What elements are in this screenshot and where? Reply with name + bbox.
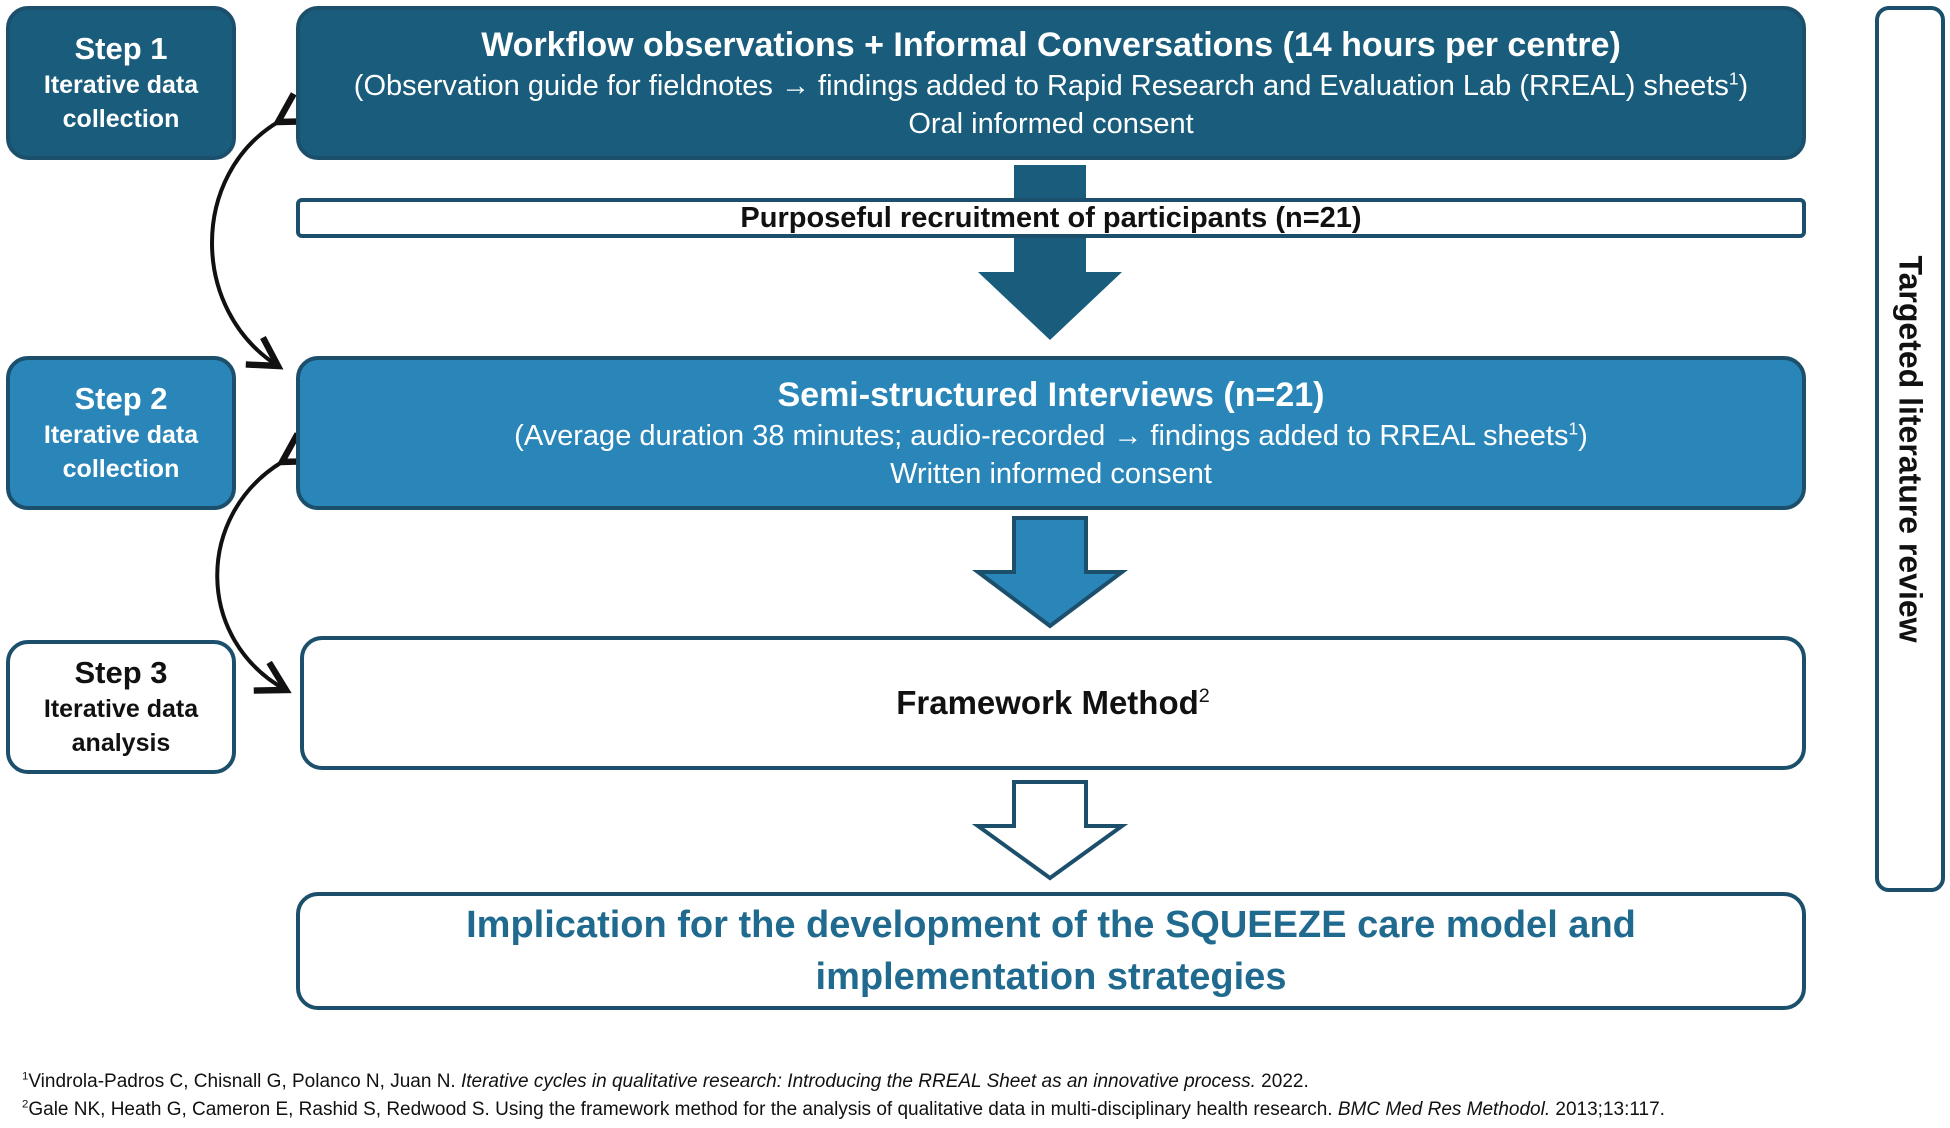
iteration-arrow-1 [212, 122, 278, 366]
footnotes [22, 1068, 1922, 1124]
footnote-2 [22, 1096, 1922, 1124]
workflow-details-end: ) [1738, 70, 1749, 102]
literature-review-sidebar [1875, 6, 1945, 892]
down-arrow-dark [978, 236, 1122, 340]
implication-label: Implication for the development of the SQUEEZE care model and implementation strategies [466, 904, 1636, 998]
footnote-2-number: 2 [22, 1098, 29, 1111]
literature-review-label: Targeted literature review [1892, 255, 1929, 643]
interviews-details-text: (Average duration 38 minutes; audio-recorded → findings added to RREAL sheets [514, 420, 1569, 452]
workflow-footnote-ref: 1 [1728, 68, 1739, 89]
step-1-title: Step 1 [74, 31, 168, 66]
footnote-1 [22, 1068, 1922, 1096]
interviews-footnote-ref: 1 [1568, 418, 1579, 439]
framework-footnote-ref: 2 [1198, 685, 1210, 707]
workflow-title: Workflow observations + Informal Conversations (14 hours per centre) [481, 26, 1621, 64]
down-arrow-hollow [978, 782, 1122, 878]
step-3-subtitle: Iterative data analysis [43, 695, 199, 757]
step-1-subtitle: Iterative data collection [43, 71, 199, 133]
interviews-title: Semi-structured Interviews (n=21) [777, 376, 1325, 414]
step-1-box [6, 6, 236, 160]
workflow-observations-box [296, 6, 1806, 160]
workflow-details-text: (Observation guide for fieldnotes → findings added to Rapid Research and Evaluation Lab (RREAL) sheets [353, 70, 1729, 102]
footnote-2-journal: BMC Med Res Methodol. [1337, 1099, 1551, 1120]
framework-text: Framework Method [896, 684, 1199, 721]
down-arrow-mid [978, 518, 1122, 626]
framework-label [896, 683, 1210, 723]
workflow-details [354, 67, 1748, 105]
footnote-1-end: 2022. [1255, 1071, 1309, 1092]
step-2-title: Step 2 [74, 381, 168, 416]
recruitment-box [296, 198, 1806, 238]
footnote-1-title: Iterative cycles in qualitative research: Introducing the RREAL Sheet as an innovative process. [460, 1071, 1256, 1092]
step-3-box [6, 640, 236, 774]
framework-method-box [300, 636, 1806, 770]
interviews-box [296, 356, 1806, 510]
step-2-box [6, 356, 236, 510]
implication-box [296, 892, 1806, 1010]
interviews-details [514, 417, 1588, 455]
footnote-1-text: Vindrola-Padros C, Chisnall G, Polanco N, Juan N. [28, 1071, 461, 1092]
step-3-title: Step 3 [74, 655, 168, 690]
recruitment-label: Purposeful recruitment of participants (n=21) [740, 202, 1362, 234]
interviews-details-end: ) [1578, 420, 1588, 452]
interviews-consent: Written informed consent [890, 458, 1212, 490]
footnote-2-end: 2013;13:117. [1550, 1099, 1665, 1120]
footnote-1-number: 1 [22, 1070, 29, 1083]
workflow-consent: Oral informed consent [908, 108, 1194, 140]
connector-block-1 [1014, 165, 1086, 199]
step-2-subtitle: Iterative data collection [43, 421, 199, 483]
footnote-2-text: Gale NK, Heath G, Cameron E, Rashid S, Redwood S. Using the framework method for the analysis of qualitative data in multi-disciplinary health research. [28, 1099, 1338, 1120]
